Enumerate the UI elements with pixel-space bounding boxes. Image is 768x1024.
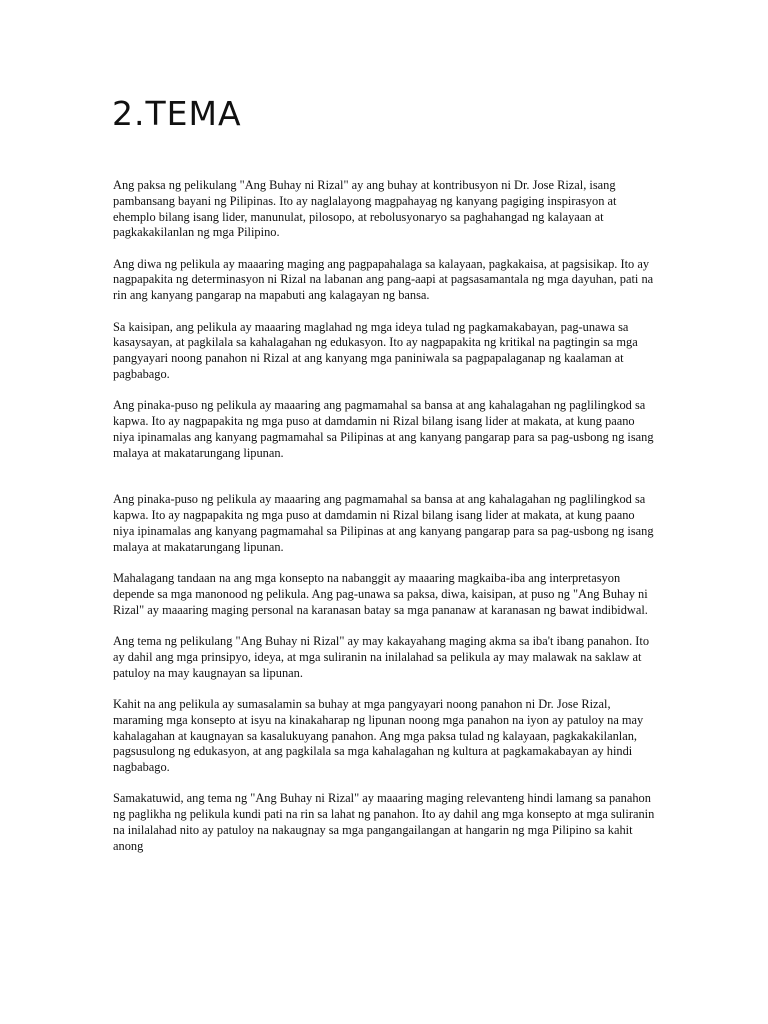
document-heading: 2.TEMA: [112, 94, 242, 133]
paragraph-puso-repeat: Ang pinaka-puso ng pelikula ay maaaring ang pagmamahal sa bansa at ang kahalagahan ng paglilingkod sa kapwa. Ito ay nagpapakita ng mga puso at damdamin ni Rizal bilang isang lider at makata, at kung paano niya ipinamalas ang kanyang pagmamahal sa Pilipinas at ang kanyang pangarap para sa pag-usbong ng isang malaya at makatarungang lipunan.: [113, 492, 654, 554]
paragraph-kaisipan: Sa kaisipan, ang pelikula ay maaaring maglahad ng mga ideya tulad ng pagkamakabayan, pag-unawa sa kasaysayan, at pagkilala sa kahalagahan ng edukasyon. Ito ay nagpapakita ng kritikal na pagtingin sa mga pangyayari noong panahon ni Rizal at ang kanyang mga paniniwala sa pagpapalaganap ng kaalaman at pagbabago.: [113, 319, 638, 381]
paragraph-tema-akma: Ang tema ng pelikulang "Ang Buhay ni Rizal" ay may kakayahang maging akma sa iba't ibang panahon. Ito ay dahil ang mga prinsipyo, ideya, at mga suliranin na inilalahad sa pelikula ay may malawak na saklaw at patuloy na may kaugnayan sa lipunan.: [113, 634, 650, 680]
paragraph-samakatuwid: Samakatuwid, ang tema ng "Ang Buhay ni Rizal" ay maaaring maging relevanteng hindi lamang sa panahon ng paglikha ng pelikula kundi pati na rin sa lahat ng panahon. Ito ay dahil ang mga konsepto at mga suliranin na inilalahad nito ay patuloy na nakaugnay sa mga pangangailangan at hangarin ng mga Pilipino sa kahit anong: [113, 791, 655, 853]
paragraph-interpretasyon: Mahalagang tandaan na ang mga konsepto na nabanggit ay maaaring magkaiba-iba ang interpretasyon depende sa mga manonood ng pelikula. Ang pag-unawa sa paksa, diwa, kaisipan, at puso ng "Ang Buhay ni Rizal" ay maaaring maging personal na karanasan batay sa mga pananaw at karanasan ng bawat indibidwal.: [113, 571, 648, 617]
paragraph-kaugnayan: Kahit na ang pelikula ay sumasalamin sa buhay at mga pangyayari noong panahon ni Dr. Jose Rizal, maraming mga konsepto at isyu na kinakaharap ng lipunan noong mga panahon na iyon ay patuloy na may kahalagahan at kaugnayan sa kasalukuyang panahon. Ang mga paksa tulad ng kalayaan, pagkakakilanlan, pagsusulong ng edukasyon, at ang pagkilala sa mga kahalagahan ng kultura at pagkamakabayan ay hindi nagbabago.: [113, 696, 644, 775]
paragraph-diwa: Ang diwa ng pelikula ay maaaring maging ang pagpapahalaga sa kalayaan, pagkakaisa, at pagsisikap. Ito ay nagpapakita ng determinasyon ni Rizal na labanan ang pang-aapi at pagsasamantala ng mga dayuhan, pati na rin ang kanyang pangarap na mapabuti ang kalagayan ng bansa.: [113, 256, 654, 303]
paragraph-paksa: Ang paksa ng pelikulang "Ang Buhay ni Rizal" ay ang buhay at kontribusyon ni Dr. Jose Rizal, isang pambansang bayani ng Pilipinas. Ito ay naglalayong magpahayag ng kanyang pagiging inspirasyon at ehemplo bilang isang lider, manunulat, pilosopo, at rebolusyonaryo sa paghahangad ng kalayaan at pagkakakilanlan ng mga Pilipino.: [113, 178, 617, 240]
document-body: [113, 178, 658, 855]
paragraph-puso: Ang pinaka-puso ng pelikula ay maaaring ang pagmamahal sa bansa at ang kahalagahan ng paglilingkod sa kapwa. Ito ay nagpapakita ng mga puso at damdamin ni Rizal bilang isang lider at makata, at kung paano niya ipinamalas ang kanyang pagmamahal sa Pilipinas at ang kanyang pangarap para sa pag-usbong ng isang malaya at makatarungang lipunan.: [113, 398, 654, 460]
